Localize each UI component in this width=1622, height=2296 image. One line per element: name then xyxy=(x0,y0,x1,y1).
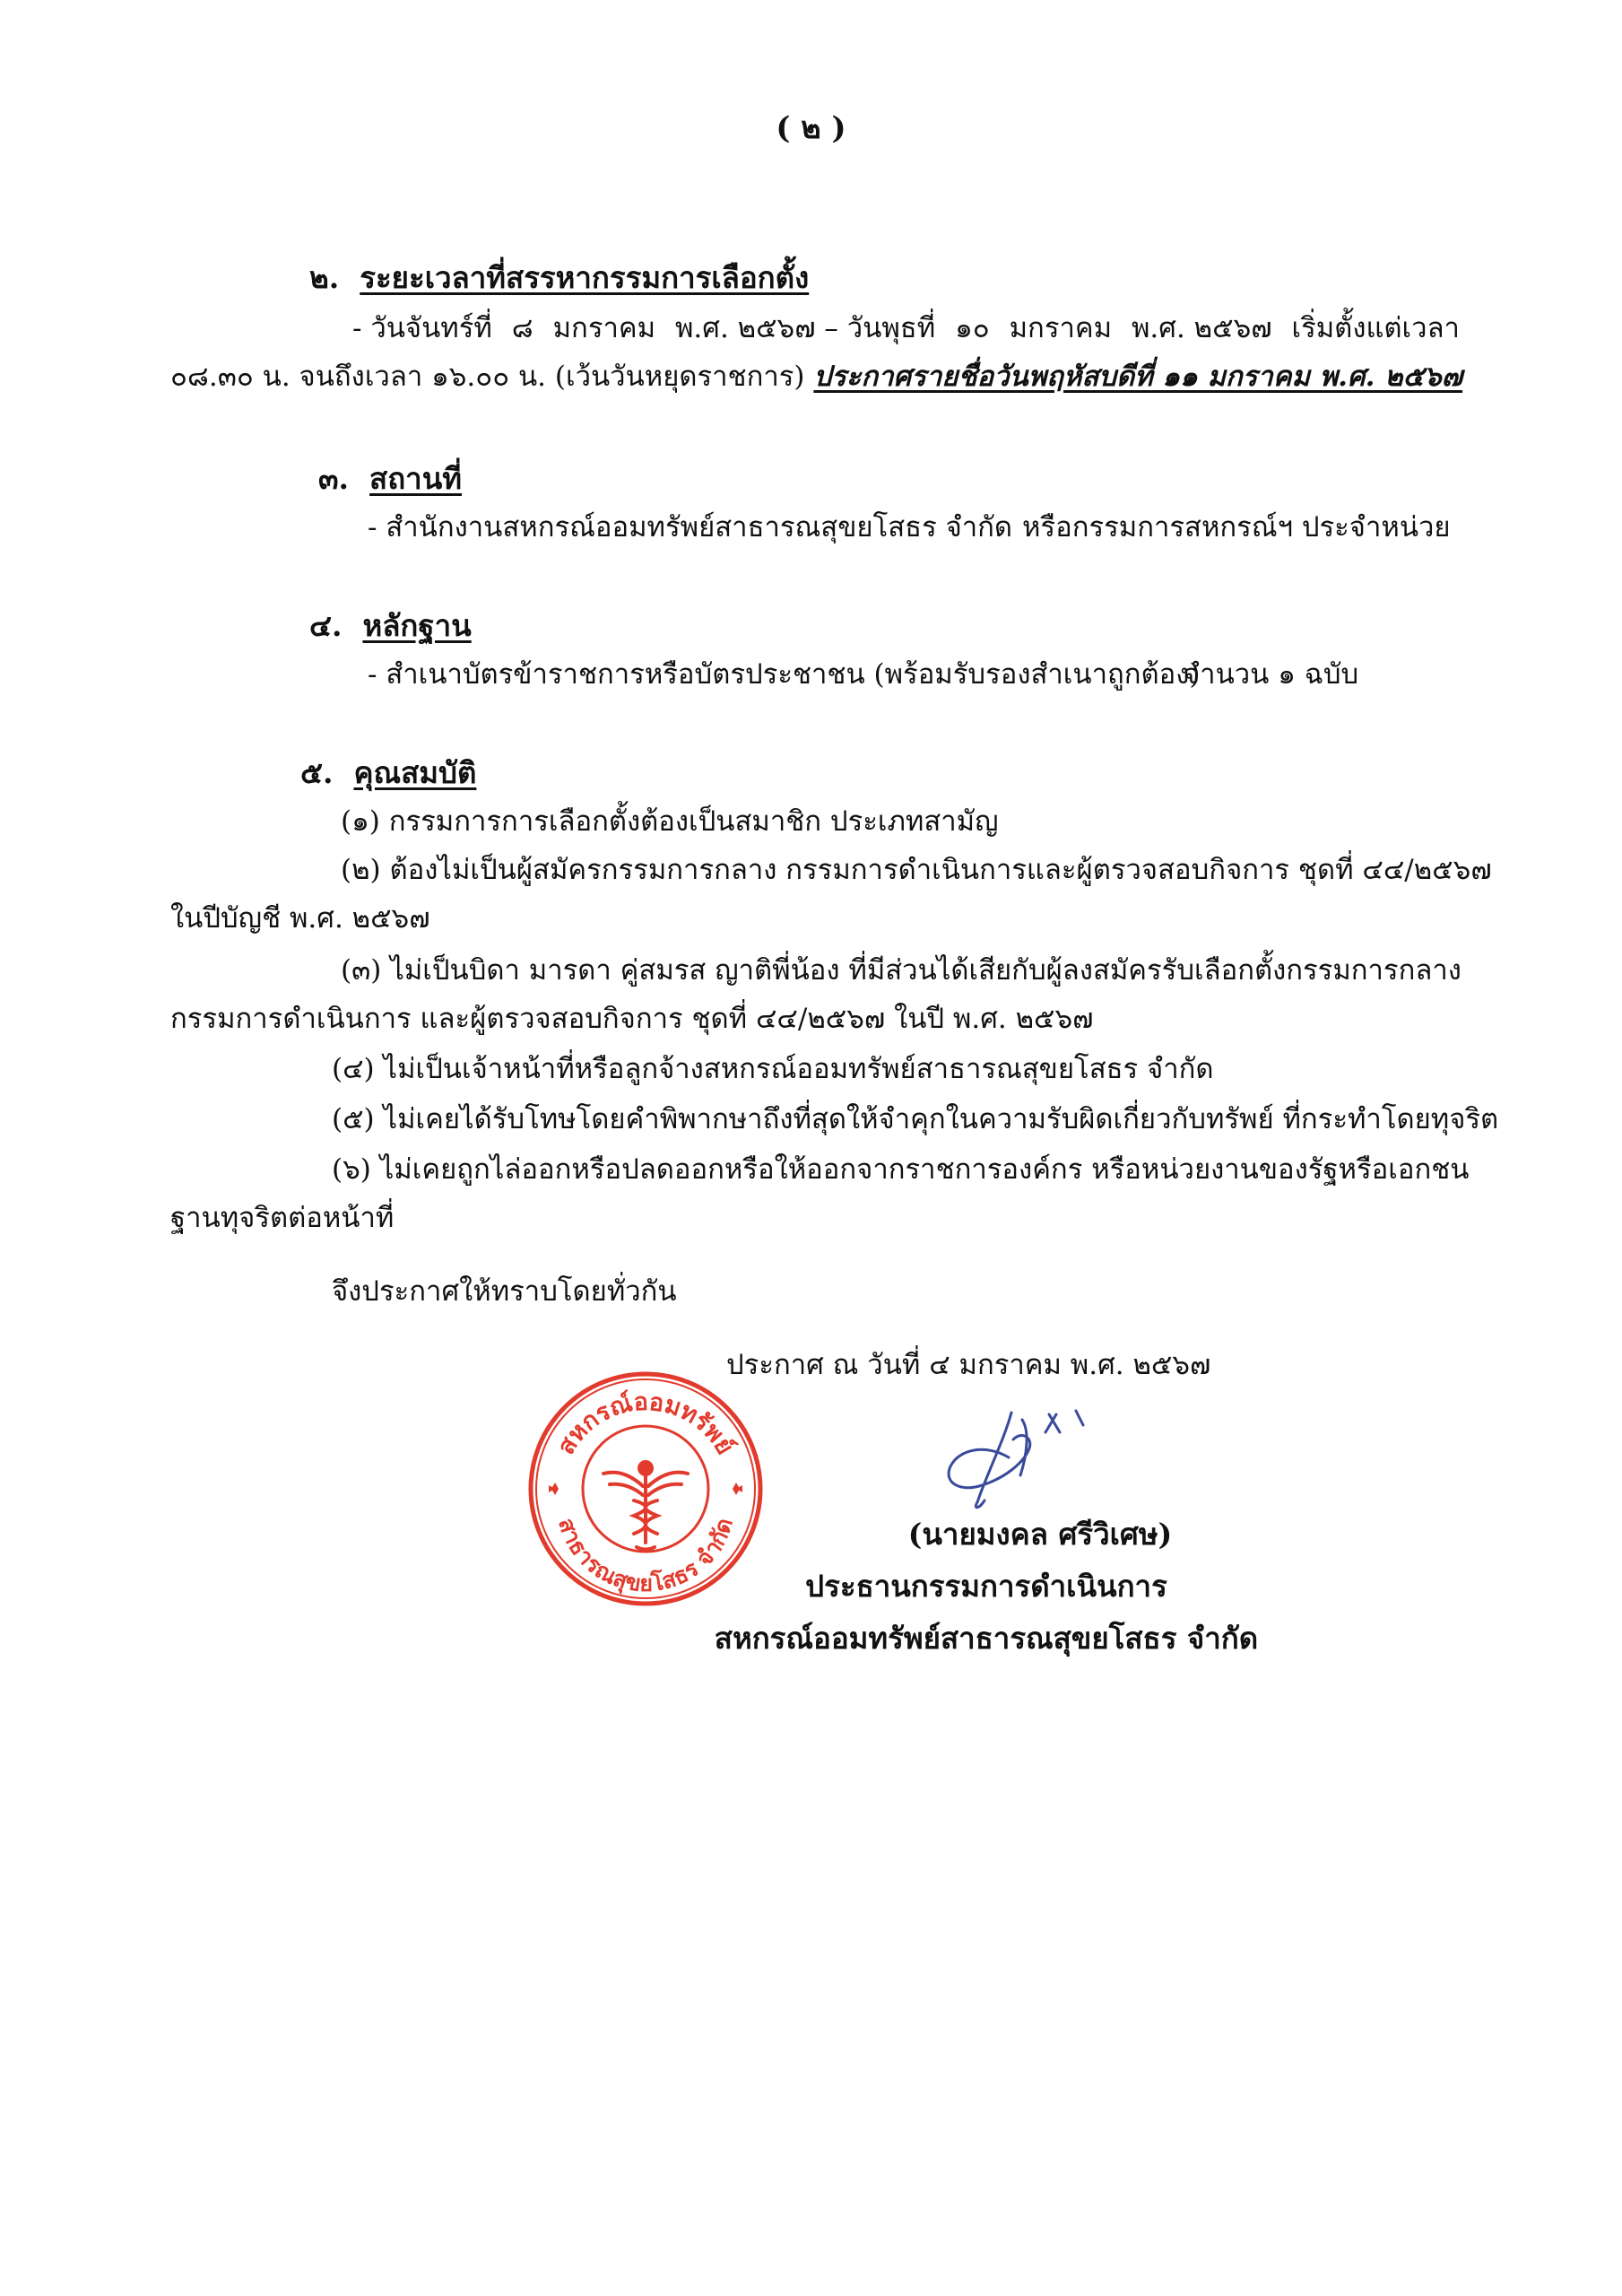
section3-line1: - สำนักงานสหกรณ์ออมทรัพย์สาธารณสุขยโสธร จำกัด xyxy=(368,511,1013,544)
seal-top-text: สหกรณ์ออมทรัพย์ xyxy=(551,1387,740,1460)
page-number: ( ๒ ) xyxy=(776,110,846,146)
s2-part-2: มกราคม xyxy=(552,312,656,344)
cooperative-seal-icon xyxy=(525,1368,767,1610)
section4-line1-b: จำนวน ๑ ฉบับ xyxy=(1184,658,1359,691)
section3-heading xyxy=(318,459,462,499)
s2-part-0: - วันจันทร์ที่ xyxy=(352,312,492,344)
section4-heading xyxy=(309,606,472,646)
seal-emblem-icon xyxy=(603,1462,688,1550)
section5-title: คุณสมบัติ xyxy=(353,755,477,790)
section5-number: ๕. xyxy=(300,755,334,790)
qualification-item-2-line2: ในปีบัญชี พ.ศ. ๒๕๖๗ xyxy=(170,902,430,935)
s2-part-6: พ.ศ. ๒๕๖๗ xyxy=(1132,312,1272,344)
qualification-item-3-line1: (๓) ไม่เป็นบิดา มารดา คู่สมรส ญาติพี่น้อง ที่มีส่วนได้เสียกับผู้ลงสมัครรับเลือกตั้งกรรมการกลาง xyxy=(341,954,1462,987)
seal-star-left-icon xyxy=(549,1483,559,1495)
organization-name: สหกรณ์ออมทรัพย์สาธารณสุขยโสธร จำกัด xyxy=(714,1621,1259,1656)
s2-part-1: ๘ xyxy=(511,312,533,344)
s2-part-5: มกราคม xyxy=(1009,312,1113,344)
qualification-item-2-line1: (๒) ต้องไม่เป็นผู้สมัครกรรมการกลาง กรรมการดำเนินการและผู้ตรวจสอบกิจการ ชุดที่ ๔๔/๒๕๖๗ xyxy=(341,854,1492,886)
section5-heading xyxy=(300,753,476,793)
section4-title: หลักฐาน xyxy=(362,608,472,643)
qualification-item-6-line1: (๖) ไม่เคยถูกไล่ออกหรือปลดออกหรือให้ออกจากราชการองค์กร หรือหน่วยงานของรัฐหรือเอกชน xyxy=(332,1153,1470,1186)
announcement-date: ประกาศ ณ วันที่ ๔ มกราคม พ.ศ. ๒๕๖๗ xyxy=(726,1349,1211,1381)
section2-number: ๒. xyxy=(309,260,340,295)
qualification-item-6-line2: ฐานทุจริตต่อหน้าที่ xyxy=(170,1202,395,1234)
s2-part-3: พ.ศ. ๒๕๖๗ – วันพุธที่ xyxy=(674,312,936,344)
section2-line1 xyxy=(352,309,1460,348)
section2-line2 xyxy=(170,357,1462,396)
seal-bottom-text: สาธารณสุขยโสธร จำกัด xyxy=(553,1515,738,1597)
section3-number: ๓. xyxy=(318,461,350,496)
section4-line1: - สำเนาบัตรข้าราชการหรือบัตรประชาชน (พร้อมรับรองสำเนาถูกต้อง) xyxy=(368,658,1201,691)
section3-line1-b: หรือกรรมการสหกรณ์ฯ ประจำหน่วย xyxy=(1022,511,1451,544)
section2-line2-text: ๐๘.๓๐ น. จนถึงเวลา ๑๖.๐๐ น. (เว้นวันหยุดราชการ) xyxy=(170,361,805,393)
signer-name: (นายมงคล ศรีวิเศษ) xyxy=(907,1517,1173,1552)
qualification-item-4: (๔) ไม่เป็นเจ้าหน้าที่หรือลูกจ้างสหกรณ์ออมทรัพย์สาธารณสุขยโสธร จำกัด xyxy=(332,1053,1214,1085)
qualification-item-3-line2: กรรมการดำเนินการ และผู้ตรวจสอบกิจการ ชุดที่ ๔๔/๒๕๖๗ ในปี พ.ศ. ๒๕๖๗ xyxy=(170,1003,1094,1035)
seal-star-right-icon xyxy=(733,1483,742,1495)
s2-part-4: ๑๐ xyxy=(955,312,990,344)
s2-part-7: เริ่มตั้งแต่เวลา xyxy=(1291,312,1460,344)
handwritten-signature-icon xyxy=(924,1404,1130,1516)
closing-statement: จึงประกาศให้ทราบโดยทั่วกัน xyxy=(332,1275,677,1308)
section2-title: ระยะเวลาที่สรรหากรรมการเลือกตั้ง xyxy=(360,260,810,295)
section2-heading xyxy=(309,258,809,298)
section3-title: สถานที่ xyxy=(369,461,463,496)
qualification-item-1: (๑) กรรมการการเลือกตั้งต้องเป็นสมาชิก ประเภทสามัญ xyxy=(341,805,999,838)
section4-number: ๔. xyxy=(309,608,343,643)
qualification-item-5: (๕) ไม่เคยได้รับโทษโดยคำพิพากษาถึงที่สุดให้จำคุกในความรับผิดเกี่ยวกับทรัพย์ ที่กระทำโดยทุจริต xyxy=(332,1103,1499,1135)
signer-position: ประธานกรรมการดำเนินการ xyxy=(805,1569,1167,1604)
announcement-date-emphasis: ประกาศรายชื่อวันพฤหัสบดีที่ ๑๑ มกราคม พ.ศ. ๒๕๖๗ xyxy=(813,361,1463,393)
